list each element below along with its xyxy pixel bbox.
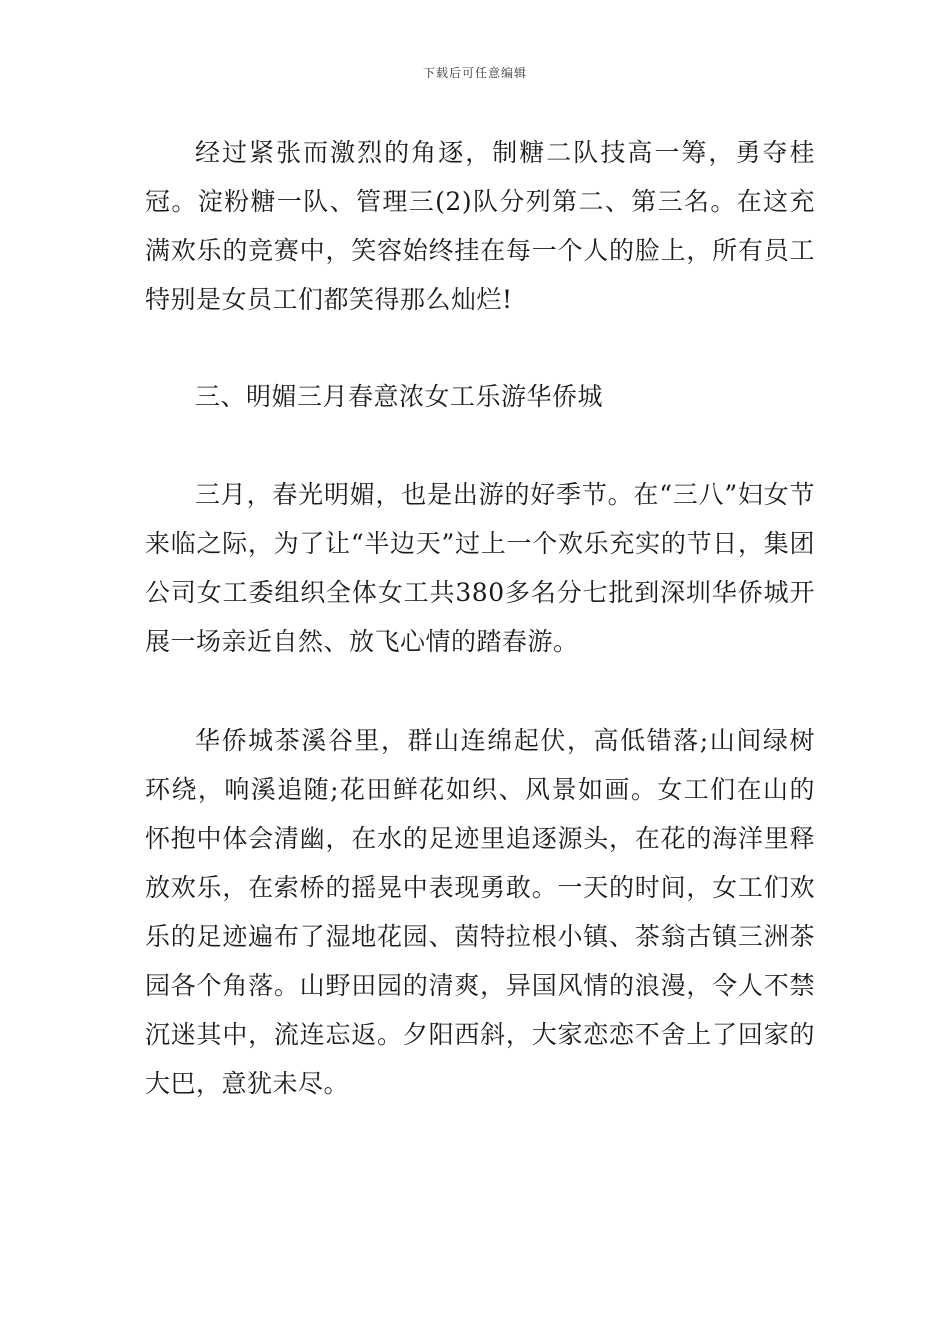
paragraph-competition-result: 经过紧张而激烈的角逐，制糖二队技高一筹，勇夺桂冠。淀粉糖一队、管理三(2)队分列第二、第三名。在这充满欢乐的竞赛中，笑容始终挂在每一个人的脸上，所有员工特别是女员工们都笑得那么灿烂! [145, 138, 815, 314]
paragraph-overseas-chinese-town: 华侨城茶溪谷里，群山连绵起伏，高低错落;山间绿树环绕，响溪追随;花田鲜花如织、风景如画。女工们在山的怀抱中体会清幽，在水的足迹里追逐源头，在花的海洋里释放欢乐，在索桥的摇晃中表现勇敢。一天的时间，女工们欢乐的足迹遍布了湿地花园、茵特拉根小镇、茶翁古镇三洲茶园各个角落。山野田园的清爽，异国风情的浪漫，令人不禁沉迷其中，流连忘返。夕阳西斜，大家恋恋不舍上了回家的大巴，意犹未尽。 [145, 726, 815, 1098]
header-note: 下载后可任意编辑 [422, 66, 527, 80]
section-heading-3: 三、明媚三月春意浓女工乐游华侨城 [195, 382, 604, 411]
paragraph-spring-outing: 三月，春光明媚，也是出游的好季节。在“三八”妇女节来临之际，为了让“半边天”过上一个欢乐充实的节日，集团公司女工委组织全体女工共380多名分七批到深圳华侨城开展一场亲近自然、放飞心情的踏春游。 [145, 480, 815, 656]
